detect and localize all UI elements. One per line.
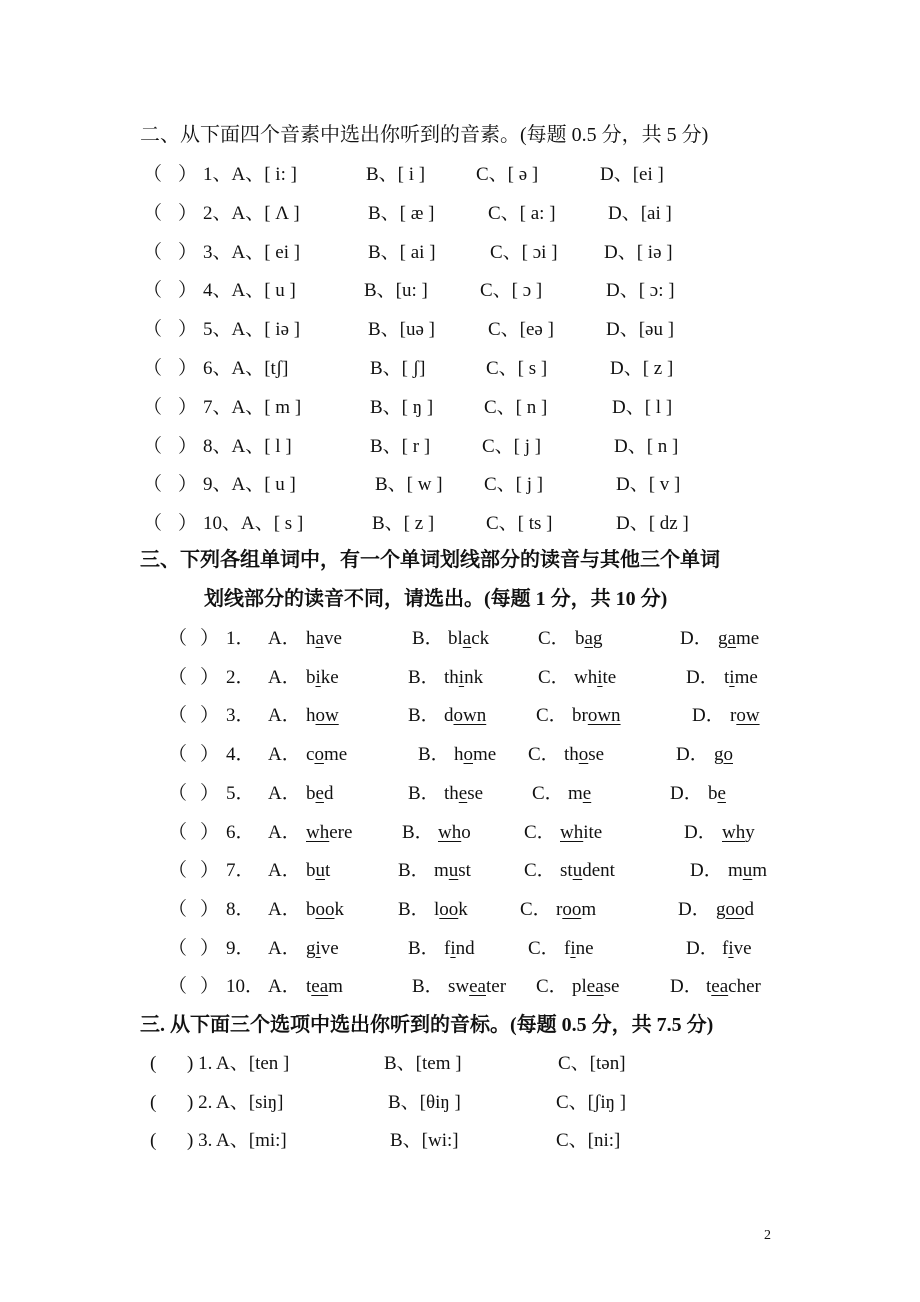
option-d-word [714, 738, 733, 772]
option-a-label: A． [268, 666, 301, 688]
underlined-part: oo [562, 898, 582, 920]
option-c-label: C． [528, 937, 560, 959]
word-part: b [306, 860, 316, 882]
underlined-part: a [727, 628, 736, 649]
word-part: m [581, 898, 597, 920]
item-number: 2． [226, 666, 255, 688]
option-b: B、[ ai ] [368, 241, 436, 263]
answer-paren-open[interactable]: （ [168, 628, 188, 649]
underlined-part: i [570, 937, 576, 959]
option-b: B、[ æ ] [368, 202, 435, 224]
option-c: C、[ j ] [484, 474, 544, 496]
underlined-part: a [462, 628, 472, 649]
answer-paren-close[interactable]: ） [178, 241, 198, 263]
word-part: se [467, 782, 484, 804]
option-c-label: C． [524, 860, 556, 882]
item-number: 6． [226, 821, 255, 843]
option-a: 10、A、[ s ] [203, 513, 304, 535]
option-d-word [724, 661, 758, 695]
underlined-part: o [723, 744, 733, 766]
item-number: 10． [226, 976, 265, 998]
option-d-label: D． [670, 782, 703, 804]
answer-paren-open[interactable]: （ [143, 202, 163, 224]
option-d: D、[ n ] [614, 435, 679, 457]
option-b-word [434, 893, 468, 927]
option-b-label: B． [398, 898, 430, 920]
option-d-label: D． [680, 628, 713, 649]
word-part: dent [582, 860, 615, 882]
option-d: D、[ai ] [608, 202, 672, 224]
underlined-part: u [742, 860, 753, 882]
word-part: h [306, 705, 316, 727]
option-a-label: A． [268, 821, 301, 843]
option-c: C、[ ts ] [486, 513, 553, 535]
word-part: k [458, 898, 468, 920]
underlined-part: oo [315, 898, 335, 920]
option-c-label: C． [536, 976, 568, 998]
answer-paren-close[interactable]: ） [178, 319, 198, 341]
word-part: se [588, 744, 605, 766]
option-a: 6、A、[tʃ] [203, 358, 289, 379]
option-d-word [708, 777, 726, 811]
underlined-part: i [597, 666, 603, 688]
answer-paren-close[interactable]: ） [200, 666, 220, 688]
word-part: nk [464, 666, 484, 688]
option-b-word [444, 777, 483, 811]
word-part: me [735, 628, 760, 649]
underlined-part: wh [722, 821, 746, 843]
option-d-label: D． [686, 666, 719, 688]
word-part: me [323, 744, 348, 766]
word-part: ke [320, 666, 339, 688]
answer-paren-close[interactable]: ） [178, 513, 198, 535]
answer-paren-open[interactable]: （ [143, 164, 163, 185]
word-part: th [444, 666, 459, 688]
underlined-part: own [587, 705, 621, 727]
answer-paren-close[interactable]: ） [178, 435, 198, 457]
option-a-label: A． [268, 744, 301, 766]
word-part: g [716, 898, 726, 920]
answer-paren-open[interactable]: （ [168, 705, 188, 727]
word-part: b [306, 898, 316, 920]
word-part: m [728, 860, 743, 882]
word-part: t [325, 860, 331, 882]
item-number: 8． [226, 898, 255, 920]
item-number: 4． [226, 744, 255, 766]
word-part: d [444, 705, 454, 727]
item-number: 1． [226, 628, 255, 649]
option-a-word [306, 777, 333, 811]
option-b-label: B． [412, 976, 444, 998]
option-b-label: B． [398, 860, 430, 882]
answer-paren-open[interactable]: （ [168, 937, 188, 959]
answer-paren-close[interactable]: ） [178, 358, 198, 379]
option-d: D、[ l ] [612, 396, 673, 418]
option-c: C、[ j ] [482, 435, 542, 457]
underlined-part: u [315, 860, 325, 882]
answer-paren-open[interactable]: （ [168, 976, 188, 998]
option-b-word [448, 622, 489, 656]
option-c: C、[ ɔi ] [490, 241, 558, 263]
answer-paren-close[interactable]: ） [178, 164, 198, 185]
underlined-part: i [315, 937, 321, 959]
word-part: te [602, 666, 617, 688]
option-d: D、[ ɔ: ] [606, 280, 675, 302]
option-c-label: C． [524, 821, 556, 843]
word-part: nd [455, 937, 475, 959]
underlined-part: a [315, 628, 324, 649]
answer-paren-open[interactable]: （ [168, 782, 188, 804]
word-part: d [744, 898, 754, 920]
option-b: B、[tem ] [384, 1053, 462, 1074]
answer-paren-open[interactable]: （ [143, 513, 163, 535]
answer-paren-close[interactable]: ） [200, 860, 220, 882]
word-part: st [458, 860, 471, 882]
answer-paren-close[interactable]: ） [200, 937, 220, 959]
word-part: m [752, 860, 768, 882]
word-part: y [745, 821, 755, 843]
answer-paren-close[interactable]: ） [178, 202, 198, 224]
option-b: B、[ ʃ] [370, 358, 426, 379]
option-c-word [568, 777, 591, 811]
option-c: C、[ ɔ ] [480, 280, 543, 302]
option-b-label: B． [408, 705, 440, 727]
word-part: ve [733, 937, 752, 959]
underlined-part: oo [439, 898, 459, 920]
answer-paren-close[interactable]: ） [200, 898, 220, 920]
option-c: C、[ni:] [556, 1130, 621, 1152]
underlined-part: i [450, 937, 456, 959]
underlined-part: wh [560, 821, 584, 843]
option-b-word [434, 854, 471, 888]
answer-paren-open[interactable]: （ [168, 860, 188, 882]
word-part: k [334, 898, 344, 920]
underlined-part: wh [438, 821, 462, 843]
word-part: g [718, 628, 728, 649]
answer-paren-close[interactable]: ） [200, 782, 220, 804]
answer-paren-close[interactable]: ） [178, 396, 198, 418]
answer-paren-close[interactable]: ） [178, 280, 198, 302]
underlined-part: u [572, 860, 583, 882]
word-part: ve [320, 937, 339, 959]
option-a-word [306, 699, 339, 733]
word-part: br [572, 705, 588, 727]
option-b: B、[ ŋ ] [370, 396, 434, 418]
option-b-word [444, 932, 475, 966]
word-part: f [564, 937, 571, 959]
option-b-word [444, 699, 486, 733]
underlined-part: ow [736, 705, 760, 727]
option-d-word [706, 970, 761, 1004]
word-part: d [323, 782, 334, 804]
underlined-part: ow [315, 705, 339, 727]
option-a-label: A． [268, 898, 301, 920]
option-a: 1、A、[ i: ] [203, 164, 297, 185]
item-number: 7． [226, 860, 255, 882]
option-a: 4、A、[ u ] [203, 280, 296, 302]
page-number: 2 [764, 1228, 771, 1243]
option-c-word [575, 622, 602, 656]
word-part: th [444, 782, 459, 804]
option-a-label: A． [268, 976, 301, 998]
option-a: 3、A、[ ei ] [203, 241, 301, 263]
word-part: sw [448, 976, 470, 998]
answer-paren-open[interactable]: ( [150, 1130, 157, 1152]
option-b-label: B． [418, 744, 450, 766]
option-b: B、[ z ] [372, 513, 435, 535]
option-c: C、[ʃiŋ ] [556, 1091, 627, 1113]
answer-paren-close[interactable]: ） [200, 976, 220, 998]
word-part: r [730, 705, 737, 727]
option-a: ) 3. A、[mi:] [187, 1130, 287, 1152]
option-c: C、[eə ] [488, 319, 554, 341]
option-b: B、[ r ] [370, 435, 431, 457]
option-c: C、[ n ] [484, 396, 548, 418]
option-c-word [564, 932, 594, 966]
word-part: b [708, 782, 718, 804]
option-c: C、[ a: ] [488, 202, 556, 224]
word-part: me [734, 666, 758, 688]
option-a-label: A． [268, 937, 301, 959]
answer-paren-open[interactable]: （ [168, 898, 188, 920]
word-part: cher [728, 976, 761, 998]
underlined-part: i [458, 666, 465, 688]
answer-paren-open[interactable]: （ [168, 821, 188, 843]
word-part: ck [471, 628, 490, 649]
option-a-word [306, 893, 344, 927]
option-b-word [444, 661, 483, 695]
underlined-part: o [463, 744, 473, 766]
option-a-word [306, 661, 339, 695]
item-number: 5． [226, 782, 255, 804]
option-c-label: C． [520, 898, 552, 920]
option-d: D、[ v ] [616, 474, 681, 496]
option-d-label: D． [690, 860, 723, 882]
option-d-word [722, 816, 755, 850]
word-part: ve [323, 628, 342, 649]
underlined-part: ea [586, 976, 604, 998]
word-part: pl [572, 976, 587, 998]
underlined-part: ea [311, 976, 329, 998]
word-part: h [306, 628, 316, 649]
underlined-part: own [453, 705, 487, 727]
word-part: o [461, 821, 471, 843]
underlined-part: i [729, 666, 735, 688]
answer-paren-close[interactable]: ） [200, 628, 220, 649]
answer-paren-open[interactable]: （ [143, 319, 163, 341]
word-part: b [575, 628, 585, 649]
option-a-word [306, 816, 352, 850]
word-part: r [556, 898, 563, 920]
word-part: g [592, 628, 603, 649]
option-d-word [722, 932, 752, 966]
option-d: D、[ei ] [600, 164, 664, 185]
option-d-label: D． [678, 898, 711, 920]
option-c-word [572, 970, 619, 1004]
answer-paren-open[interactable]: ( [150, 1091, 157, 1113]
option-d-label: D． [670, 976, 703, 998]
option-b: B、[ i ] [366, 164, 426, 185]
option-b-label: B． [408, 666, 440, 688]
word-part: m [328, 976, 343, 998]
option-d-label: D． [692, 705, 725, 727]
option-c: C、[ ə ] [476, 164, 539, 185]
option-b: B、[wi:] [390, 1130, 459, 1152]
option-d-word [730, 699, 760, 733]
answer-paren-close[interactable]: ） [178, 474, 198, 496]
word-part: ite [583, 821, 603, 843]
option-b-label: B． [408, 937, 440, 959]
option-d-word [716, 893, 754, 927]
option-b: B、[θiŋ ] [388, 1091, 461, 1113]
option-c-word [560, 816, 602, 850]
word-part: g [306, 937, 316, 959]
option-c-word [560, 854, 615, 888]
word-part: m [434, 860, 449, 882]
word-part: wh [574, 666, 598, 688]
word-part: t [724, 666, 730, 688]
word-part: b [306, 666, 316, 688]
option-b-label: B． [402, 821, 434, 843]
word-part: ter [486, 976, 507, 998]
option-b-label: B． [412, 628, 444, 649]
underlined-part: e [717, 782, 726, 804]
option-c-label: C． [528, 744, 560, 766]
word-part: t [306, 976, 312, 998]
option-d-word [718, 622, 759, 656]
option-d-word [728, 854, 767, 888]
answer-paren-close[interactable]: ） [200, 744, 220, 766]
option-a-label: A． [268, 860, 301, 882]
word-part: t [706, 976, 712, 998]
word-part: bl [448, 628, 463, 649]
word-part: st [560, 860, 573, 882]
underlined-part: i [728, 937, 734, 959]
option-a: ) 2. A、[siŋ] [187, 1091, 284, 1113]
option-b: B、[uə ] [368, 319, 436, 341]
option-d-label: D． [686, 937, 719, 959]
word-part: b [306, 782, 316, 804]
option-c-label: C． [538, 628, 570, 649]
option-b: B、[u: ] [364, 280, 428, 302]
option-a-word [306, 854, 330, 888]
option-c-word [574, 661, 616, 695]
underlined-part: e [582, 782, 592, 804]
answer-paren-open[interactable]: （ [143, 474, 163, 496]
option-a-label: A． [268, 628, 301, 649]
word-part: l [434, 898, 440, 920]
word-part: h [454, 744, 464, 766]
word-part: ere [329, 821, 353, 843]
underlined-part: ea [469, 976, 486, 998]
underlined-part: e [315, 782, 324, 804]
option-c: C、[tən] [558, 1053, 626, 1074]
option-a-label: A． [268, 782, 301, 804]
word-part: ne [575, 937, 594, 959]
option-d-label: D． [684, 821, 717, 843]
word-part: me [473, 744, 497, 766]
answer-paren-open[interactable]: ( [150, 1053, 157, 1074]
answer-paren-open[interactable]: （ [143, 396, 163, 418]
option-c-word [564, 738, 604, 772]
option-a: 2、A、[ Λ ] [203, 202, 300, 224]
underlined-part: o [578, 744, 589, 766]
option-d: D、[ z ] [610, 358, 674, 379]
answer-paren-open[interactable]: （ [168, 666, 188, 688]
word-part: th [564, 744, 579, 766]
option-c-word [572, 699, 621, 733]
option-a-word [306, 738, 347, 772]
underlined-part: u [448, 860, 459, 882]
option-a-word [306, 622, 342, 656]
answer-paren-open[interactable]: （ [168, 744, 188, 766]
word-part: f [722, 937, 729, 959]
option-d: D、[ iə ] [604, 241, 673, 263]
underlined-part: ea [711, 976, 729, 998]
underlined-part: wh [306, 821, 330, 843]
option-d-label: D． [676, 744, 709, 766]
underlined-part: i [315, 666, 321, 688]
option-b-word [454, 738, 496, 772]
answer-paren-close[interactable]: ） [200, 821, 220, 843]
option-a-word [306, 932, 339, 966]
option-d: D、[əu ] [606, 319, 675, 341]
option-a: 9、A、[ u ] [203, 474, 296, 496]
answer-paren-open[interactable]: （ [143, 280, 163, 302]
underlined-part: a [584, 628, 593, 649]
option-c-label: C． [536, 705, 568, 727]
option-a-word [306, 970, 343, 1004]
underlined-part: o [314, 744, 324, 766]
option-c: C、[ s ] [486, 358, 548, 379]
option-a: 8、A、[ l ] [203, 435, 292, 457]
underlined-part: oo [725, 898, 745, 920]
option-a: ) 1. A、[ten ] [187, 1053, 290, 1074]
word-part: c [306, 744, 315, 766]
item-number: 3． [226, 705, 255, 727]
option-b: B、[ w ] [375, 474, 443, 496]
option-b-word [448, 970, 506, 1004]
option-c-label: C． [532, 782, 564, 804]
option-a: 5、A、[ iə ] [203, 319, 301, 341]
option-a-label: A． [268, 705, 301, 727]
option-c-word [556, 893, 596, 927]
answer-paren-close[interactable]: ） [200, 705, 220, 727]
option-a: 7、A、[ m ] [203, 396, 302, 418]
answer-paren-open[interactable]: （ [143, 358, 163, 379]
answer-paren-open[interactable]: （ [143, 241, 163, 263]
word-part: se [603, 976, 620, 998]
option-b-label: B． [408, 782, 440, 804]
answer-paren-open[interactable]: （ [143, 435, 163, 457]
item-number: 9． [226, 937, 255, 959]
underlined-part: e [458, 782, 468, 804]
option-b-word [438, 816, 471, 850]
option-c-label: C． [538, 666, 570, 688]
word-part: g [714, 744, 724, 766]
option-d: D、[ dz ] [616, 513, 689, 535]
word-part: m [568, 782, 583, 804]
word-part: f [444, 937, 451, 959]
